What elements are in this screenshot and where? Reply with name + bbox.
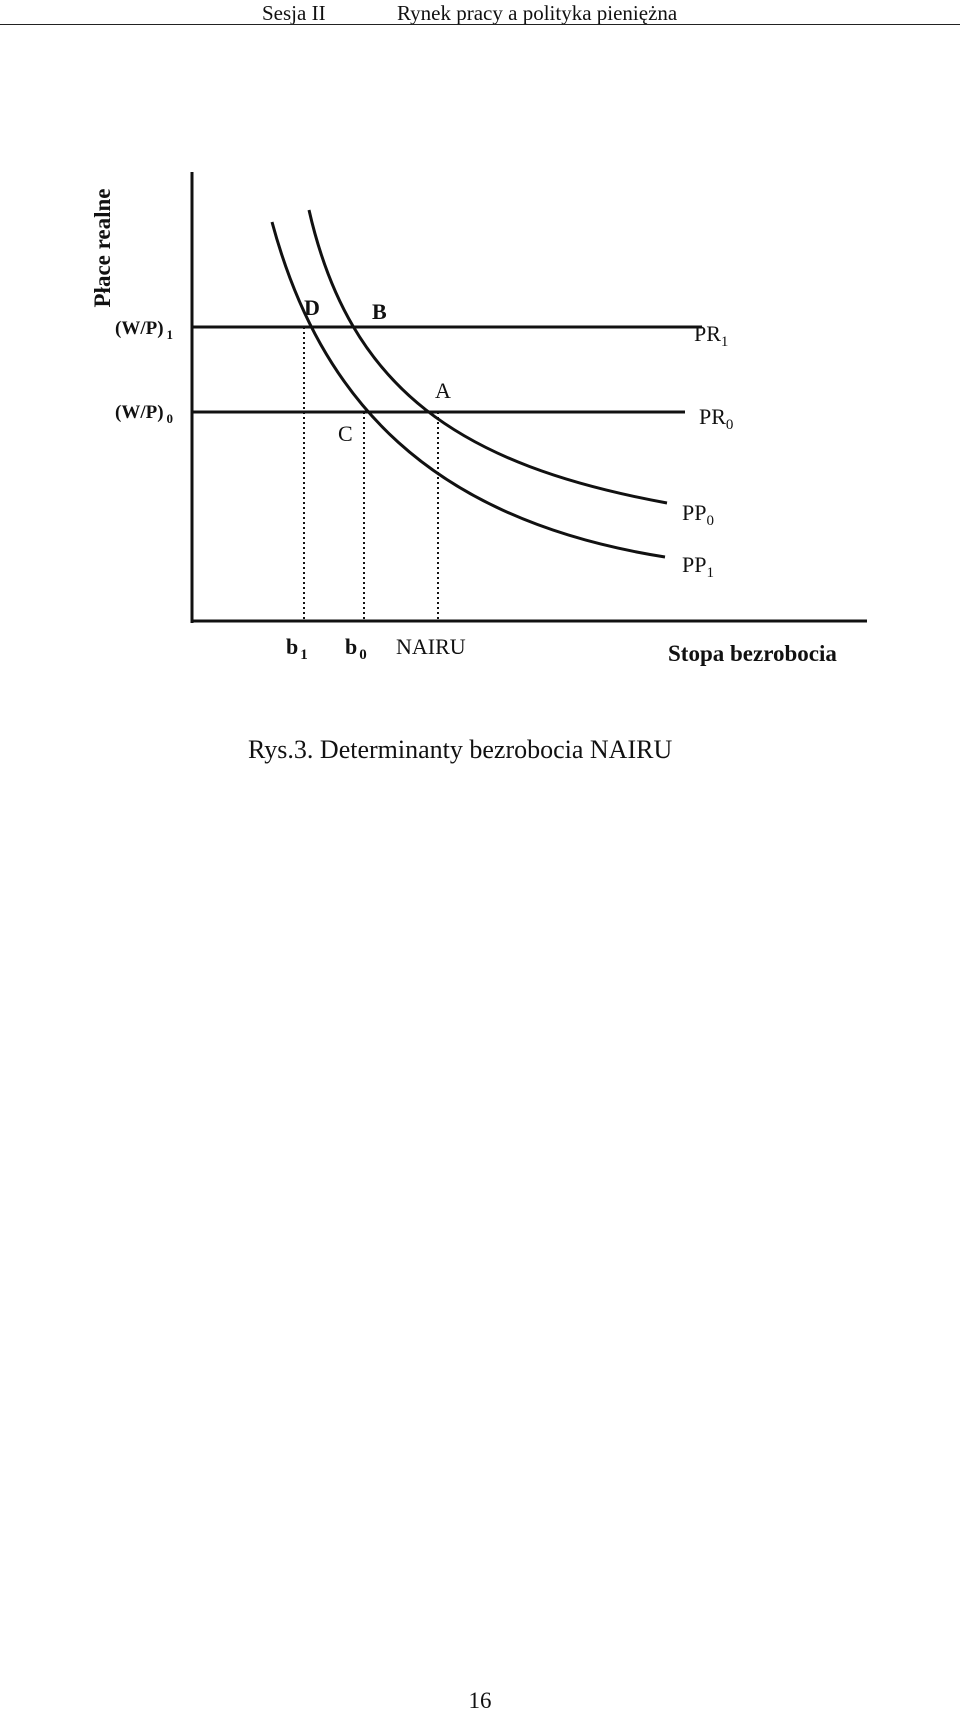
header-title: Rynek pracy a polityka pieniężna	[397, 1, 678, 25]
point-b-label: B	[372, 299, 387, 324]
pr1-label: $PR_1$	[694, 321, 729, 350]
nairu-label: NAIRU	[396, 634, 466, 659]
point-c-label: C	[338, 421, 353, 446]
x-axis-title: Stopa bezrobocia	[668, 641, 837, 666]
y-axis-title: Płace realne	[90, 188, 115, 308]
pp1-label: $PP_1$	[682, 552, 714, 581]
pp0-curve	[309, 210, 667, 503]
pp0-label: $PP_0$	[682, 500, 714, 529]
w1-label: (W/P) $_1$	[115, 318, 174, 342]
pp1-curve	[272, 222, 665, 557]
point-a-label: A	[435, 378, 451, 403]
page-number: 16	[468, 1688, 492, 1713]
pr0-label: $PR_0$	[699, 404, 734, 433]
b0-label: b $_0$	[345, 634, 367, 663]
point-d-label: D	[304, 295, 320, 320]
b1-label: b $_1$	[286, 634, 308, 663]
header-section: Sesja II	[262, 1, 326, 25]
figure-caption: Rys.3. Determinanty bezrobocia NAIRU	[248, 735, 673, 764]
nairu-diagram	[0, 0, 960, 780]
w0-label: (W/P) $_0$	[115, 402, 174, 426]
